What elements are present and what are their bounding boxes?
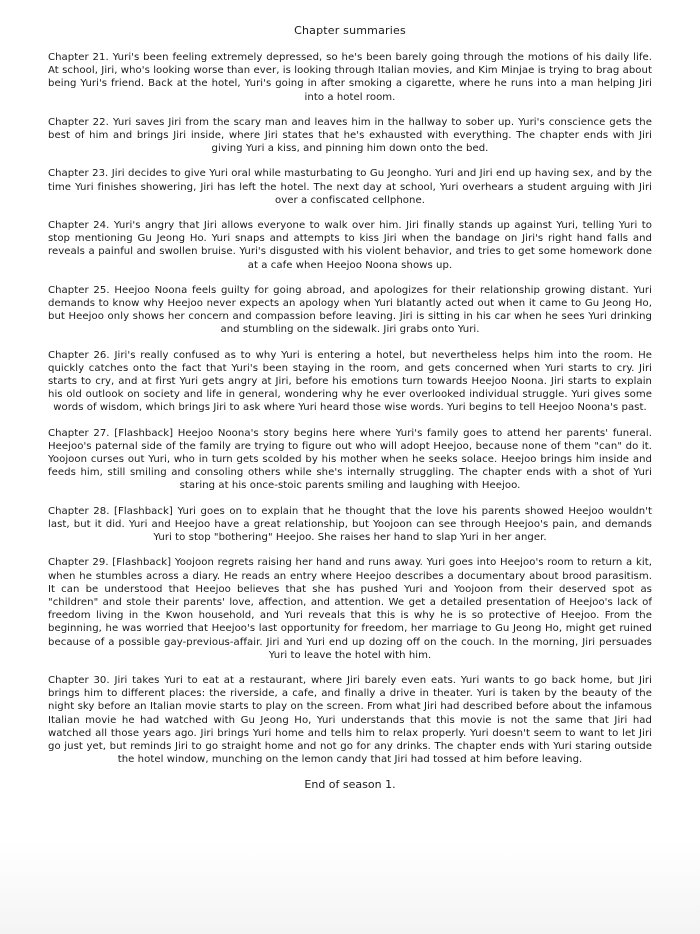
chapter-27-summary (48, 427, 652, 493)
chapter-text: [Flashback] Heejoo Noona's story begins here where Yuri's family goes to attend her parents' funeral. Heejoo's paternal side of the family are trying to figure out who will adopt Heejoo, because none of them "can" do it. Yoojoon curses out Yuri, who in turn gets scolded by his mother when he seeks solace. Heejoo brings him inside and feeds him, still smiling and consoling others while she's internally struggling. The chapter ends with a shot of Yuri staring at his once-stoic parents smiling and laughing with Heejoo. (48, 427, 653, 492)
chapter-23-summary (48, 167, 652, 207)
chapter-text: Yuri's angry that Jiri allows everyone to walk over him. Jiri finally stands up against Yuri, telling Yuri to stop mentioning Gu Jeong Ho. Yuri snaps and attempts to kiss Jiri when the bandage on Jiri's right hand falls and reveals a painful and swollen bruise. Yuri's disgusted with his violent behavior, and tries to get some homework done at a cafe when Heejoo Noona shows up. (48, 220, 652, 271)
chapter-label: Chapter 30. (48, 674, 110, 686)
season-end-note: End of season 1. (304, 778, 396, 792)
chapter-label: Chapter 25. (48, 284, 110, 296)
chapter-29-summary (48, 556, 652, 662)
chapter-text: [Flashback] Yoojoon regrets raising her hand and runs away. Yuri goes into Heejoo's room to return a kit, when he stumbles across a diary. He reads an entry where Heejoo describes a documentary about brood parasitism. It can be understood that Heejoo believes that she has pushed Yuri and Yoojoon from their deserved spot as "children" and stole their parents' love, affection, and attention. We get a detailed presentation of Heejoo's lack of freedom living in the Kwon household, and Yuri reveals that this is why he is so protective of Heejoo. From the beginning, he was worried that Heejoo's last opportunity for freedom, her marriage to Gu Jeong Ho, might get ruined because of a possible gay-previous-affair. Jiri and Yuri end up dozing off on the couch. In the morning, Jiri persuades Yuri to leave the hotel with him. (48, 557, 652, 661)
chapter-text: Yuri saves Jiri from the scary man and leaves him in the hallway to sober up. Yuri's conscience gets the best of him and brings Jiri inside, where Jiri states that he's exhausted with everything. The chapter ends with Jiri giving Yuri a kiss, and pinning him down onto the bed. (48, 116, 652, 155)
chapter-24-summary (48, 219, 652, 272)
chapter-text: Jiri takes Yuri to eat at a restaurant, where Jiri barely even eats. Yuri wants to go back home, but Jiri brings him to different places: the riverside, a cafe, and finally a drive in theater. Yuri is taken by the beauty of the night sky before an Italian movie starts to play on the screen. From what Jiri had described before about the infamous Italian movie he had watched with Gu Jeong Ho, Yuri understands that this movie is not the same that Jiri had watched all those years ago. Jiri brings Yuri home and tells him to relax properly. Yuri doesn't seem to want to let Jiri go just yet, but reminds Jiri to go straight home and not go for any drinks. The chapter ends with Yuri staring outside the hotel window, munching on the lemon candy that Jiri had tossed at him before leaving. (48, 674, 652, 766)
chapter-label: Chapter 28. (48, 505, 110, 517)
chapter-label: Chapter 24. (48, 220, 110, 232)
chapter-text: Heejoo Noona feels guilty for going abroad, and apologizes for their relationship growing distant. Yuri demands to know why Heejoo never expects an apology when Yuri blatantly acted out when it came to Gu Jeong Ho, but Heejoo only shows her concern and compassion before leaving. Jiri is sitting in his car when he sees Yuri drinking and stumbling on the sidewalk. Jiri grabs onto Yuri. (48, 284, 652, 336)
chapter-label: Chapter 23. (48, 168, 109, 180)
chapter-22-summary (48, 116, 652, 156)
chapter-text: Jiri decides to give Yuri oral while masturbating to Gu Jeongho. Yuri and Jiri end up having sex, and by the time Yuri finishes showering, Jiri has left the hotel. The next day at school, Yuri overhears a student arguing with Jiri over a confiscated cellphone. (48, 168, 652, 206)
chapter-text: Jiri's really confused as to why Yuri is entering a hotel, but nevertheless helps him into the room. He quickly catches onto the fact that Yuri's been staying in the room, and gets concerned when Yuri starts to cry. Jiri starts to cry, and at first Yuri gets angry at Jiri, before his emotions turn towards Heejoo Noona. Jiri starts to explain his old outlook on society and life in general, wondering why he ever overlooked individual struggle. Yuri gives some words of wisdom, which brings Jiri to ask where Yuri heard those wise words. Yuri begins to tell Heejoo Noona's past. (48, 349, 652, 414)
chapter-26-summary (48, 349, 652, 415)
chapter-text: [Flashback] Yuri goes on to explain that he thought that the love his parents showed Heejoo wouldn't last, but it did. Yuri and Heejoo have a great relationship, but Yoojoon can see through Heejoo's pain, and demands Yuri to stop "bothering" Heejoo. She raises her hand to slap Yuri in her anger. (48, 505, 652, 544)
chapter-label: Chapter 29. (48, 557, 109, 569)
chapter-label: Chapter 27. (48, 427, 110, 439)
chapter-21-summary (48, 51, 652, 104)
chapter-label: Chapter 26. (48, 349, 110, 361)
chapter-label: Chapter 22. (48, 116, 109, 128)
chapter-text: Yuri's been feeling extremely depressed, so he's been barely going through the motions of his daily life. At school, Jiri, who's looking worse than ever, is looking through Italian movies, and Kim Minjae is trying to brag about being Yuri's friend. Back at the hotel, Yuri's going in after smoking a cigarette, where he runs into a man helping Jiri into a hotel room. (48, 52, 652, 103)
chapter-30-summary (48, 674, 652, 766)
page-title: Chapter summaries (294, 24, 406, 37)
chapter-28-summary (48, 505, 652, 545)
chapter-25-summary (48, 284, 652, 337)
chapter-label: Chapter 21. (48, 52, 109, 63)
